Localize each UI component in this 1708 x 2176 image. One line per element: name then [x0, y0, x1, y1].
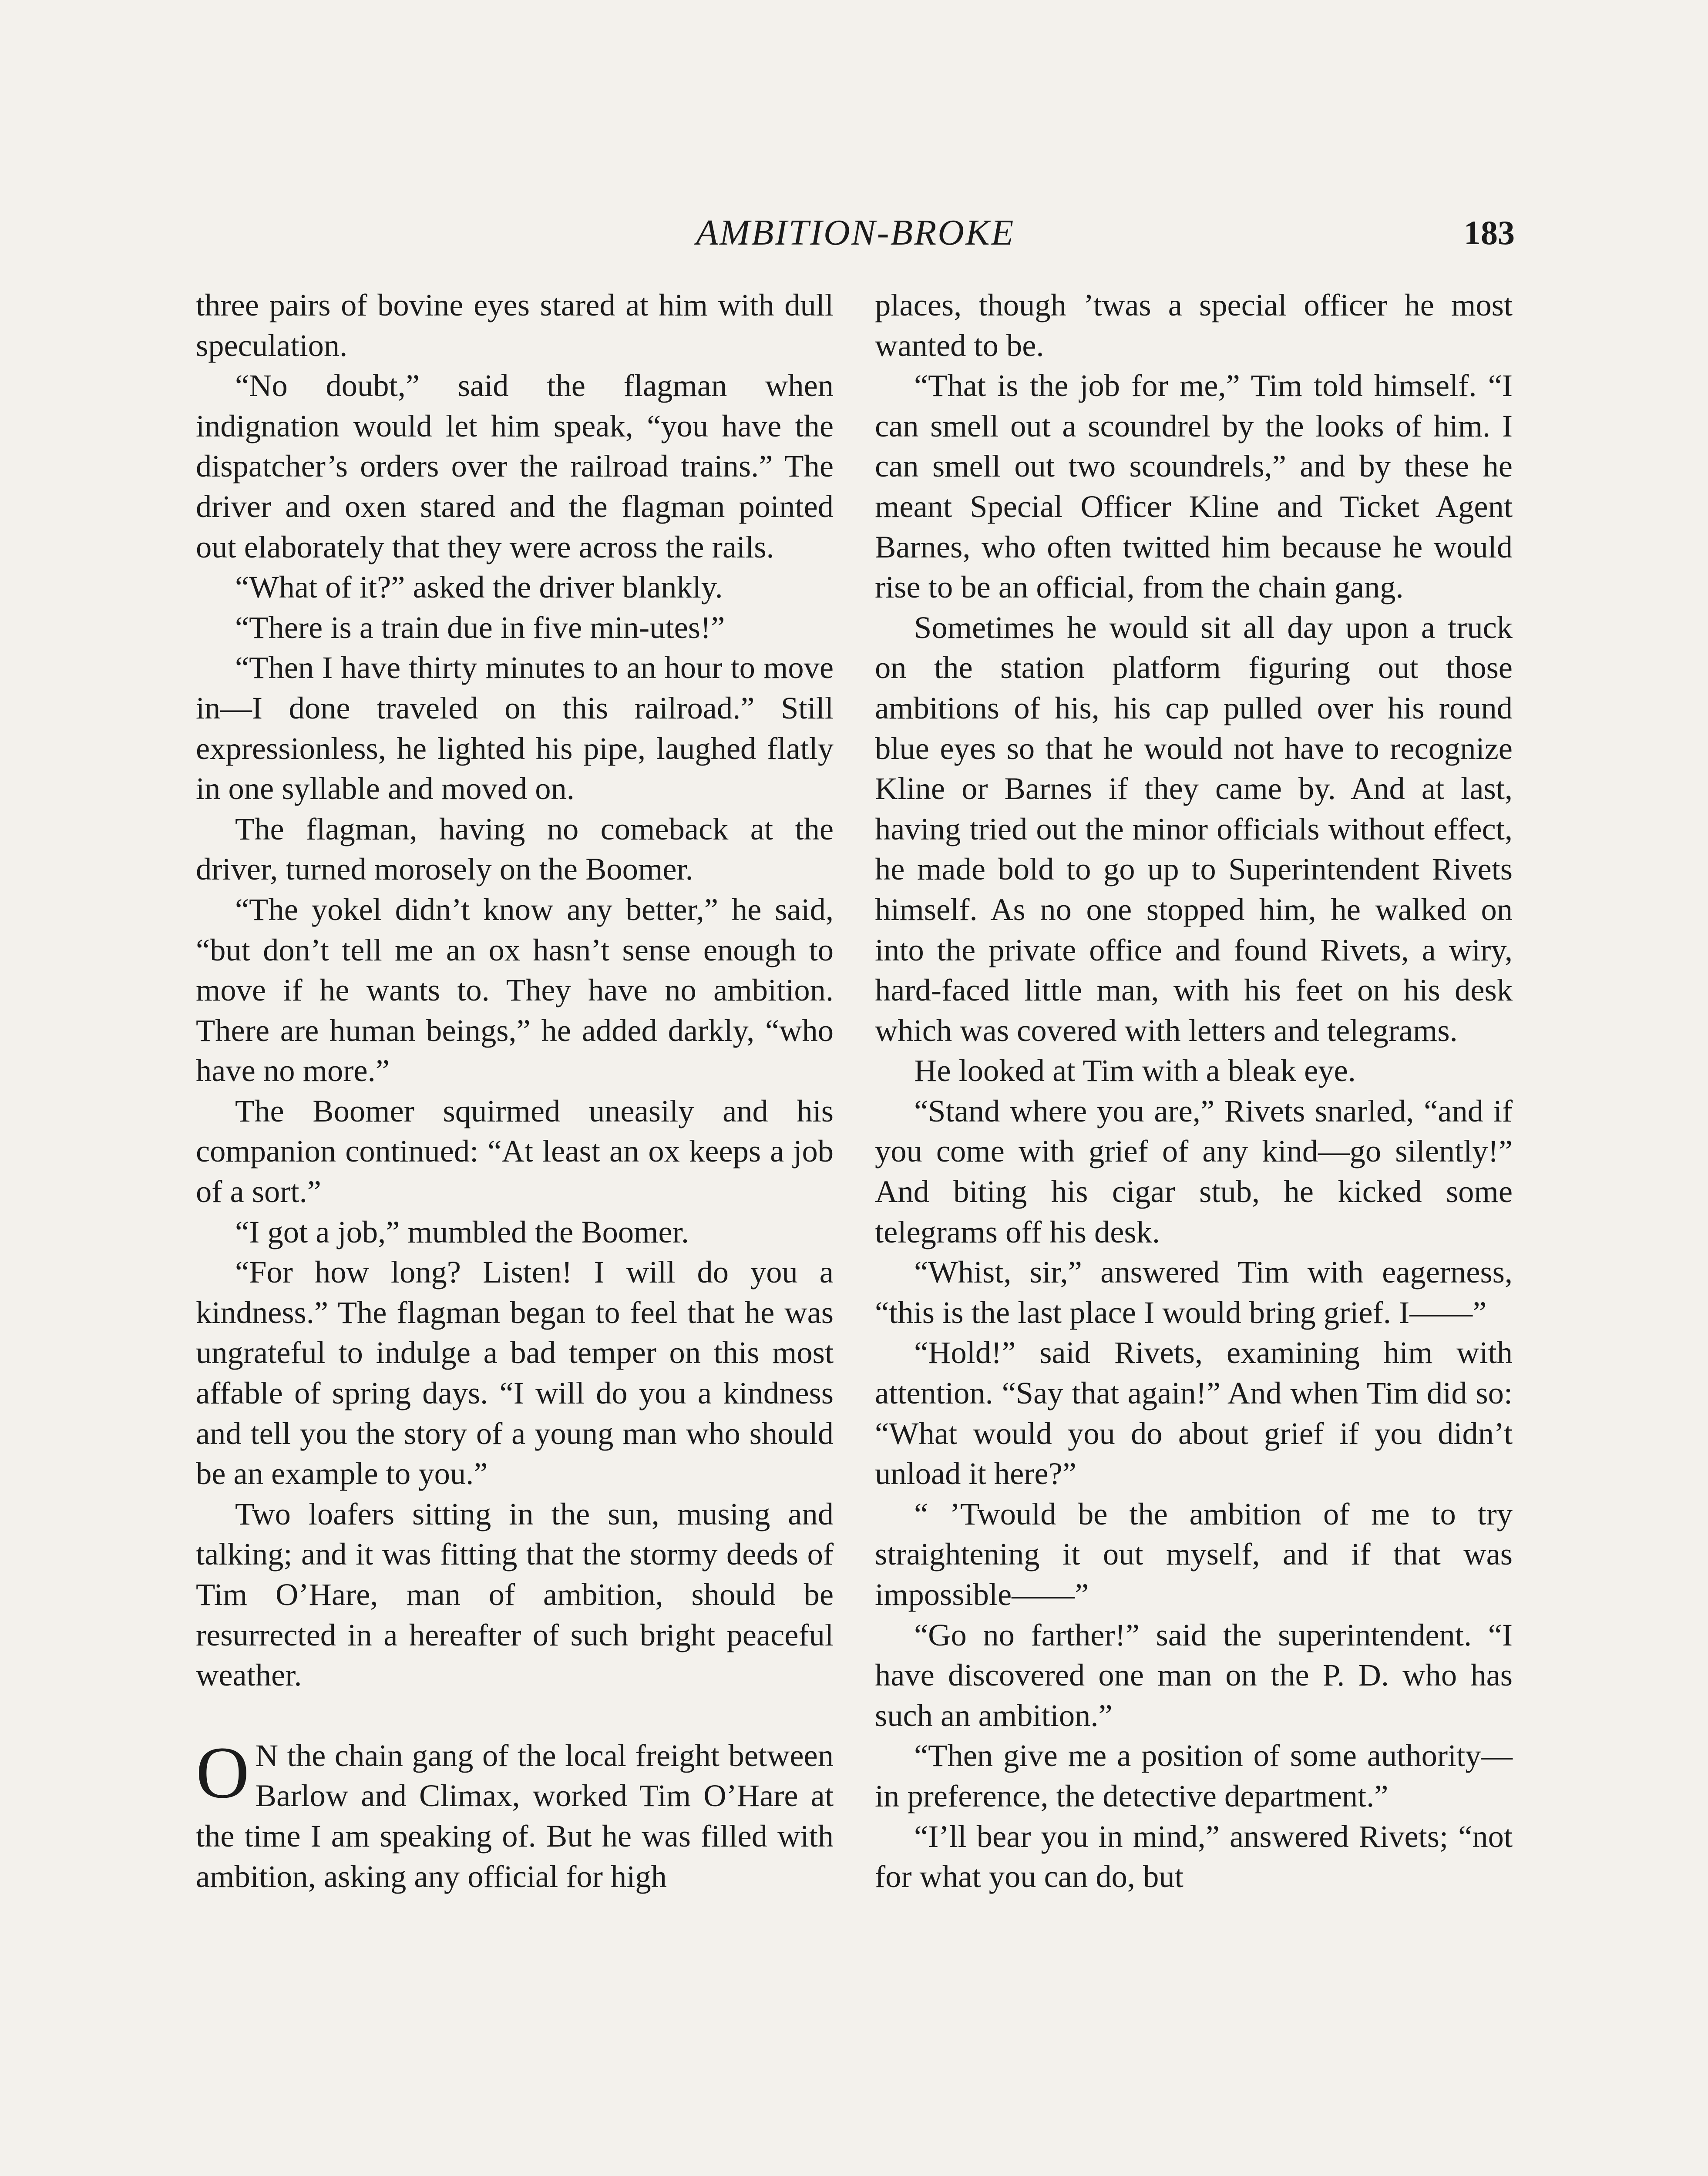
paragraph: Two loafers sitting in the sun, musing and talking; and it was fitting that the stormy deeds of Tim O’Hare, man of ambition, should be resurrected in a hereafter of such bright peaceful weather.	[196, 1496, 834, 1693]
paragraph: “Go no farther!” said the superintendent. “I have discovered one man on the P. D. who has such an ambition.”	[875, 1617, 1513, 1733]
page-header	[196, 209, 1515, 257]
paragraph: “Whist, sir,” answered Tim with eagerness, “this is the last place I would bring grief. I——”	[875, 1254, 1513, 1330]
paragraph: “For how long? Listen! I will do you a kindness.” The flagman began to feel that he was ungrateful to indulge a bad temper on this most affable of spring days. “I will do you a kindness and tell you the story of a young man who should be an example to you.”	[196, 1254, 834, 1491]
page-number: 183	[1464, 214, 1515, 252]
paragraph: “No doubt,” said the flagman when indignation would let him speak, “you have the dispatcher’s orders over the railroad trains.” The driver and oxen stared and the flagman pointed out elaborately that they were across the rails.	[196, 368, 834, 564]
paragraph: “I got a job,” mumbled the Boomer.	[235, 1214, 689, 1249]
running-title: AMBITION-BROKE	[696, 212, 1015, 253]
right-column	[875, 285, 1513, 1897]
dropcap-paragraph	[196, 1731, 834, 1897]
paragraph: “The yokel didn’t know any better,” he said, “but don’t tell me an ox hasn’t sense enough to move if he wants to. They have no ambition. There are human beings,” he added darkly, “who have no more.”	[196, 891, 834, 1088]
section-break	[196, 1696, 834, 1736]
drop-cap: O	[196, 1731, 249, 1813]
paragraph: “ ’Twould be the ambition of me to try straightening it out myself, and if that was impossible——”	[875, 1496, 1513, 1612]
paragraph: “Stand where you are,” Rivets snarled, “and if you come with grief of any kind—go silently!” And biting his cigar stub, he kicked some telegrams off his desk.	[875, 1093, 1513, 1249]
left-column	[196, 285, 834, 1897]
paragraph: “That is the job for me,” Tim told himself. “I can smell out a scoundrel by the looks of him. I can smell out two scoundrels,” and by these he meant Special Officer Kline and Ticket Agent Barnes, who often twitted him because he would rise to be an official, from the chain gang.	[875, 368, 1513, 605]
paragraph: “I’ll bear you in mind,” answered Rivets; “not for what you can do, but	[875, 1818, 1513, 1894]
paragraph: The Boomer squirmed uneasily and his companion continued: “At least an ox keeps a job of a sort.”	[196, 1093, 834, 1209]
dropcap-paragraph-text: N the chain gang of the local freight between Barlow and Climax, worked Tim O’Hare at the time I am speaking of. But he was filled with ambition, asking any official for high	[196, 1737, 834, 1894]
paragraph: “There is a train due in five min-utes!”	[235, 609, 725, 645]
paragraph: places, though ’twas a special officer he most wanted to be.	[875, 287, 1513, 363]
paragraph: The flagman, having no comeback at the driver, turned morosely on the Boomer.	[196, 811, 834, 887]
paragraph: “Hold!” said Rivets, examining him with attention. “Say that again!” And when Tim did so: “What would you do about grief if you didn’t unload it here?”	[875, 1335, 1513, 1491]
paragraph: “What of it?” asked the driver blankly.	[235, 569, 723, 605]
paragraph: He looked at Tim with a bleak eye.	[914, 1053, 1356, 1088]
paragraph: three pairs of bovine eyes stared at him with dull speculation.	[196, 287, 834, 363]
paragraph: “Then give me a position of some authority—in preference, the detective department.”	[875, 1738, 1513, 1813]
paragraph: Sometimes he would sit all day upon a truck on the station platform figuring out those ambitions of his, his cap pulled over his round blue eyes so that he would not have to recognize Kline or Barnes if they came by. And at last, having tried out the minor officials without effect, he made bold to go up to Superintendent Rivets himself. As no one stopped him, he walked on into the private office and found Rivets, a wiry, hard-faced little man, with his feet on his desk which was covered with letters and telegrams.	[875, 609, 1513, 1048]
paragraph: “Then I have thirty minutes to an hour to move in—I done traveled on this railroad.” Still expressionless, he lighted his pipe, laughed flatly in one syllable and moved on.	[196, 650, 834, 806]
